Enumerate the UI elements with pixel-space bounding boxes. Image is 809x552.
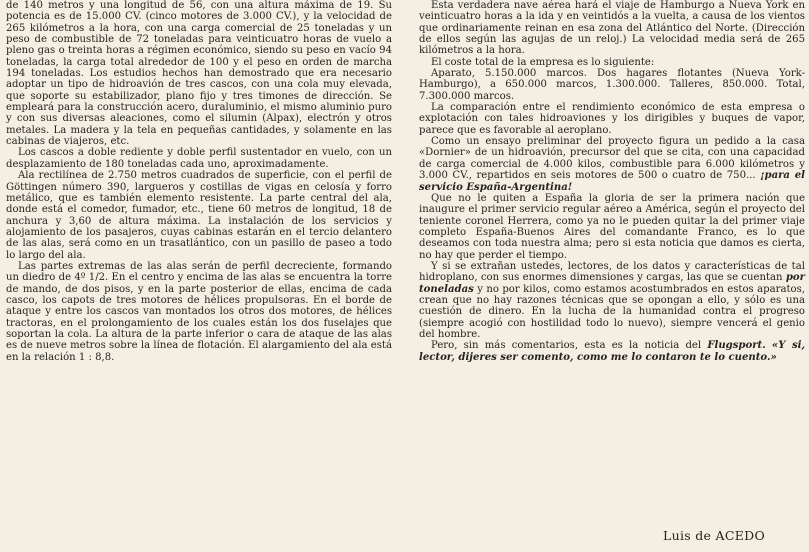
paragraph — [419, 340, 805, 363]
paragraph — [419, 136, 805, 193]
paragraph-text: Y si se extrañan ustedes, lectores, de los datos y características de tal hidroplano, con sus enormes dimensiones y cargas, las que se cuentan — [419, 260, 805, 284]
paragraph: de 140 metros y una longitud de 56, con una altura máxima de 19. Su potencia es de 15.000 CV. (cinco motores de 3.000 CV.), y la velocidad de 265 kilómetros a la hora, con una carga comercial de 25 toneladas y un peso de combustible de 72 toneladas para veinticuatro horas de vuelo a pleno gas o treinta horas a régimen económico, siendo su peso en vacío 94 toneladas, la carga total alrededor de 100 y el peso en orden de marcha 194 toneladas. Los estudios hechos han demostrado que era necesario adoptar un tipo de hidroavión de tres cascos, con una cola muy elevada, que soporte su estabilizador, plano fijo y tres timones de dirección. Se empleará para la construcción acero, duraluminio, el mismo aluminio puro y con sus diversas aleaciones, como el silumin (Alpax), electrón y otros metales. La madera y la tela en pequeñas cantidades, y solamente en las cabinas de viajeros, etc. — [6, 0, 392, 148]
paragraph: Las partes extremas de las alas serán de perfil decreciente, formando un diedro de 4º 1/2. En el centro y encima de las alas se encuentra la torre de mando, de dos pisos, y en la parte posterior de ellas, encima de cada casco, los capots de tres motores de hélices propulsoras. En el borde de ataque y entre los cascos van montados los otros dos motores, de hélices tractoras, en el prolongamiento de los cuales están los dos fuselajes que soportan la cola. La altura de la parte inferior o cara de ataque de las alas es de nueve metros sobre la línea de flotación. El alargamiento del ala está en la relación 1 : 8,8. — [6, 260, 392, 363]
paragraph-text: y no por kilos, como estamos acostumbrados en estos aparatos, crean que no hay razones técnicas que se opongan a ello, y sólo es una cuestión de dinero. En la lucha de la humanidad contra el progreso (siempre acogió con hostilidad todo lo nuevo), siempre vencerá el genio del hombre. — [419, 283, 805, 340]
paragraph: Los cascos a doble rediente y doble perfil sustentador en vuelo, con un desplazamiento de 180 toneladas cada uno, aproximadamente. — [6, 147, 392, 170]
emphasis-text: ¡para el servicio España-Argentina! — [419, 170, 805, 193]
paragraph: La comparación entre el rendimiento económico de esta empresa o explotación con tales hidroaviones y los dirigibles y buques de vapor, parece que es favorable al aeroplano. — [419, 102, 805, 136]
paragraph-text: Pero, sin más comentarios, esta es la noticia del — [431, 340, 702, 352]
emphasis-text: Flugsport. — [707, 340, 766, 352]
paragraph: Esta verdadera nave aérea hará el viaje de Hamburgo a Nueva York en veinticuatro horas a la ida y en veintidós a la vuelta, a causa de los vientos que ordinariamente reinan en esa zona del Atlántico del Norte. (Dirección de ellos según las agujas de un reloj.) La velocidad media será de 265 kilómetros a la hora. — [419, 0, 805, 57]
paragraph: Ala rectilínea de 2.750 metros cuadrados de superficie, con el perfil de Göttingen número 390, largueros y costillas de vigas en celosía y forro metálico, que es también elemento resistente. La parte central del ala, donde está el comedor, fumador, etc., tiene 60 metros de longitud, 18 de anchura y 3,60 de altura máxima. La instalación de los servicios y alojamiento de los pasajeros, cuyas cabinas estarán en el tercio delantero de las alas, será como en un trasatlántico, con un pasillo de paseo a todo lo largo del ala. — [6, 170, 392, 261]
paragraph: El coste total de la empresa es lo siguiente: — [431, 56, 655, 68]
left-column — [6, 0, 392, 363]
closing-quote: «Y si, lector, dijeres ser comento, como me lo contaron te lo cuento.» — [419, 340, 805, 363]
right-column — [419, 0, 805, 363]
author-signature: Luis de ACEDO — [663, 528, 765, 543]
emphasis-text: por toneladas — [419, 272, 805, 295]
paragraph — [419, 261, 805, 340]
paragraph-text: Como un ensayo preliminar del proyecto figura un pedido a la casa «Dornier» de un hidroavión, precursor del que se cita, con una capacidad de carga comercial de 4.000 kilos, combustible para 6.000 kilómetros y 3.000 CV., repartidos en seis motores de 500 o cuatro de 750... — [419, 136, 805, 182]
paragraph: Que no le quiten a España la gloria de ser la primera nación que inaugure el primer servicio regular aéreo a América, según el proyecto del teniente coronel Herrera, como ya no le pueden quitar la del primer viaje completo España-Buenos Aires del comandante Franco, es lo que deseamos con toda nuestra alma; pero si esta noticia que damos es cierta, no hay que perder el tiempo. — [419, 192, 805, 261]
paragraph: Aparato, 5.150.000 marcos. Dos hagares flotantes (Nueva York-Hamburgo), a 650.000 marcos, 1.300.000. Talleres, 850.000. Total, 7.300.000 marcos. — [419, 68, 805, 102]
